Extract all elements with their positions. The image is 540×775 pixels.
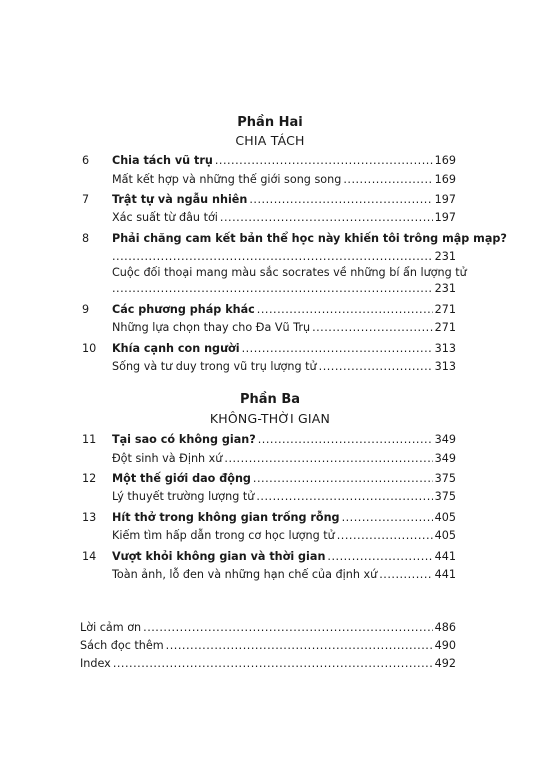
dot-leader: [327, 548, 432, 566]
dot-leader: [113, 655, 433, 673]
chapter-subtitle: Lý thuyết trường lượng tử: [112, 490, 255, 503]
dot-leader: [249, 191, 432, 209]
page-number: 313: [434, 342, 456, 355]
dot-leader: [253, 470, 433, 488]
backmatter-title: Sách đọc thêm: [80, 639, 164, 652]
toc-acknowledgements[interactable]: [0, 619, 540, 637]
toc-chapter-11[interactable]: [0, 431, 540, 449]
chapter-number: 12: [82, 472, 97, 485]
toc-chapter-7-subtitle[interactable]: [0, 209, 540, 227]
page-number: 441: [434, 550, 456, 563]
toc-chapter-7[interactable]: [0, 191, 540, 209]
toc-chapter-6[interactable]: [0, 152, 540, 170]
toc-chapter-8-subtitle-page-line[interactable]: [0, 280, 540, 298]
chapter-number: 8: [82, 232, 90, 245]
dot-leader: [258, 431, 433, 449]
toc-chapter-13-subtitle[interactable]: [0, 527, 540, 545]
toc-chapter-14[interactable]: [0, 548, 540, 566]
backmatter-title: Index: [80, 657, 111, 670]
chapter-number: 10: [82, 342, 97, 355]
toc-chapter-6-subtitle[interactable]: [0, 171, 540, 189]
dot-leader: [256, 488, 432, 506]
chapter-title: Một thế giới dao động: [112, 472, 251, 485]
toc-chapter-10[interactable]: [0, 340, 540, 358]
dot-leader: [242, 340, 433, 358]
toc-chapter-9[interactable]: [0, 301, 540, 319]
toc-index[interactable]: [0, 655, 540, 673]
chapter-subtitle: Cuộc đối thoại mang màu sắc socrates về những bí ẩn lượng tử: [112, 266, 467, 279]
chapter-subtitle: Sống và tư duy trong vũ trụ lượng tử: [112, 360, 317, 373]
page-number: 349: [434, 433, 456, 446]
chapter-number: 13: [82, 511, 97, 524]
page-number: 490: [434, 639, 456, 652]
page-number: 492: [434, 657, 456, 670]
chapter-subtitle: Xác suất từ đâu tới: [112, 211, 218, 224]
part-two-subtitle: CHIA TÁCH: [235, 133, 305, 148]
page-number: 197: [434, 193, 456, 206]
page-number: 405: [434, 529, 456, 542]
dot-leader: [215, 152, 433, 170]
chapter-subtitle: Đột sinh và Định xứ: [112, 452, 223, 465]
dot-leader: [220, 209, 433, 227]
toc-chapter-11-subtitle[interactable]: [0, 450, 540, 468]
chapter-title: Vượt khỏi không gian và thời gian: [112, 550, 326, 563]
toc-chapter-9-subtitle[interactable]: [0, 319, 540, 337]
chapter-title: Khía cạnh con người: [112, 342, 240, 355]
page-number: 375: [434, 472, 456, 485]
dot-leader: [379, 566, 432, 584]
chapter-title: Chia tách vũ trụ: [112, 154, 213, 167]
dot-leader: [342, 509, 433, 527]
chapter-number: 9: [82, 303, 90, 316]
page-number: 169: [434, 154, 456, 167]
page-number: 197: [434, 211, 456, 224]
page-number: 271: [434, 321, 456, 334]
dot-leader: [257, 301, 433, 319]
dot-leader: [319, 358, 433, 376]
chapter-number: 7: [82, 193, 90, 206]
chapter-subtitle: Kiếm tìm hấp dẫn trong cơ học lượng tử: [112, 529, 335, 542]
page-number: 441: [434, 568, 456, 581]
toc-chapter-10-subtitle[interactable]: [0, 358, 540, 376]
chapter-title: Hít thở trong không gian trống rỗng: [112, 511, 340, 524]
chapter-subtitle: Toàn ảnh, lỗ đen và những hạn chế của định xứ: [112, 568, 378, 581]
dot-leader: [143, 619, 433, 637]
page-number: 375: [434, 490, 456, 503]
page-number: 313: [434, 360, 456, 373]
page-number: 486: [434, 621, 456, 634]
chapter-title: Trật tự và ngẫu nhiên: [112, 193, 248, 206]
dot-leader: [343, 171, 432, 189]
toc-chapter-14-subtitle[interactable]: [0, 566, 540, 584]
chapter-subtitle: Những lựa chọn thay cho Đa Vũ Trụ: [112, 321, 311, 334]
page-number: 349: [434, 452, 456, 465]
chapter-number: 14: [82, 550, 97, 563]
page-number: 231: [434, 282, 456, 295]
dot-leader: [224, 450, 432, 468]
chapter-title: Các phương pháp khác: [112, 303, 255, 316]
chapter-title: Phải chăng cam kết bản thể học này khiến tôi trông mập mạp?: [112, 232, 507, 245]
chapter-number: 6: [82, 154, 90, 167]
part-three-subtitle: KHÔNG-THỜI GIAN: [209, 411, 331, 426]
chapter-number: 11: [82, 433, 97, 446]
toc-chapter-13[interactable]: [0, 509, 540, 527]
dot-leader: [166, 637, 433, 655]
chapter-title: Tại sao có không gian?: [112, 433, 256, 446]
dot-leader: [112, 280, 433, 298]
toc-chapter-8[interactable]: [0, 230, 540, 248]
page-number: 169: [434, 173, 456, 186]
toc-further-reading[interactable]: [0, 637, 540, 655]
page-number: 231: [434, 250, 456, 263]
toc-chapter-12[interactable]: [0, 470, 540, 488]
dot-leader: [337, 527, 433, 545]
part-three-title: Phần Ba: [239, 392, 301, 407]
page-number: 405: [434, 511, 456, 524]
toc-chapter-12-subtitle[interactable]: [0, 488, 540, 506]
backmatter-title: Lời cảm ơn: [80, 621, 142, 634]
page-number: 271: [434, 303, 456, 316]
chapter-subtitle: Mất kết hợp và những thế giới song song: [112, 173, 342, 186]
dot-leader: [312, 319, 433, 337]
part-two-title: Phần Hai: [237, 115, 303, 130]
